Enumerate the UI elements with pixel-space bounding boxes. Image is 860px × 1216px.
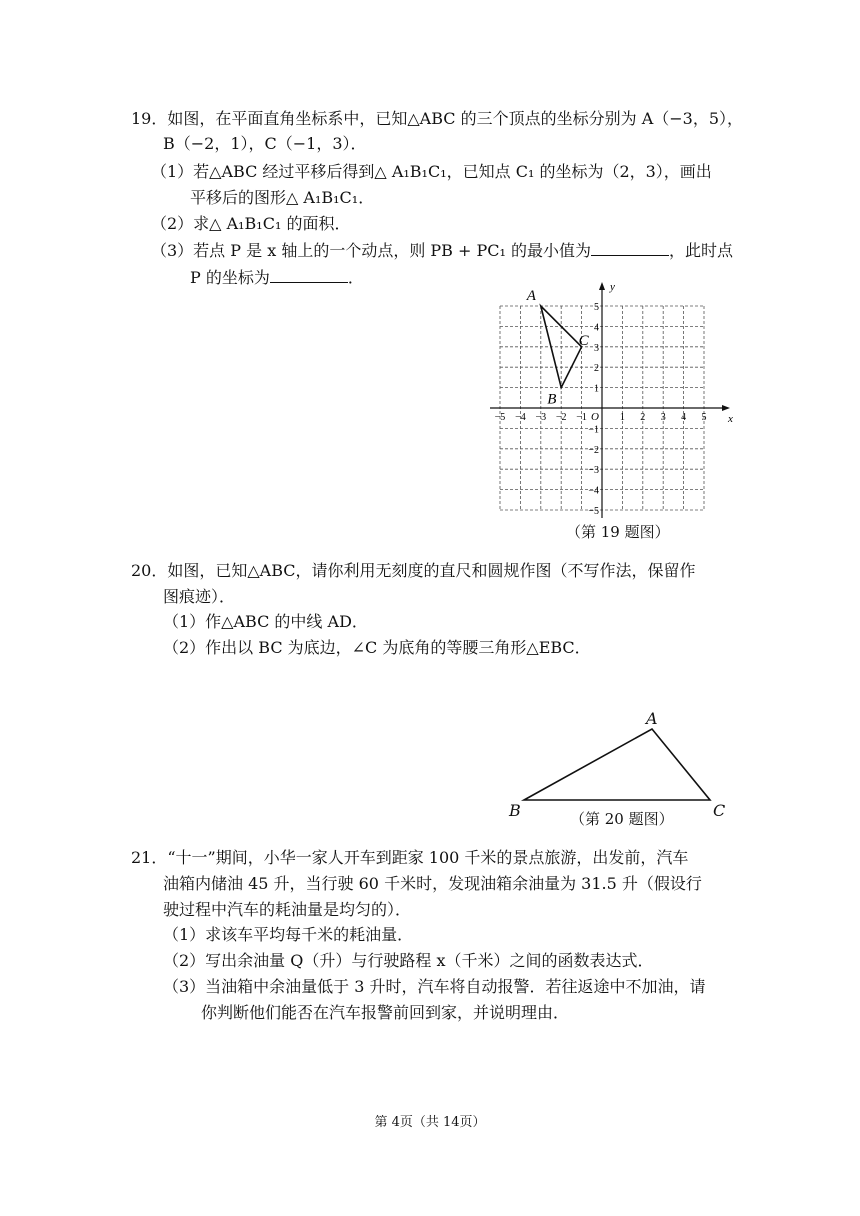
q20-part-1: （1）作△ABC 的中线 AD．: [163, 612, 368, 631]
q20-figure-caption: （第 20 题图）: [570, 810, 674, 828]
q20-line-2: 图痕迹）．: [163, 587, 236, 606]
y-tick-label: 5: [594, 302, 599, 313]
x-axis-arrow: [722, 405, 730, 411]
triangle-abc: [524, 729, 710, 800]
y-tick-label: 2: [594, 363, 599, 375]
q21-part-3-line-2: 你判断他们能否在汽车报警前回到家，并说明理由．: [201, 1003, 570, 1022]
y-axis-arrow: [599, 282, 605, 290]
q19-part-2: （2）求△ A₁B₁C₁ 的面积．: [151, 214, 351, 233]
label-a: A: [646, 709, 658, 728]
q21-part-2: （2）写出余油量 Q（升）与行驶路程 x（千米）之间的函数表达式．: [163, 951, 654, 970]
coordinate-grid-figure: [480, 275, 750, 520]
x-tick-label: −4: [515, 412, 526, 423]
x-tick-label: −1: [576, 412, 587, 423]
x-tick-label: 2: [640, 412, 646, 423]
y-tick-label: −1: [588, 424, 599, 436]
q19-figure-caption: （第 19 题图）: [566, 523, 670, 541]
y-tick-label: −2: [588, 444, 599, 456]
x-tick-label: 1: [619, 412, 625, 423]
q19-part-1-line-2: 平移后的图形△ A₁B₁C₁．: [190, 188, 375, 207]
answer-blank-min-value[interactable]: [591, 241, 669, 256]
y-axis-label: y: [610, 281, 615, 293]
x-tick-label: −5: [494, 412, 506, 423]
x-tick-label: −2: [555, 412, 567, 423]
y-tick-label: 1: [594, 383, 599, 395]
y-tick-label: 4: [594, 322, 599, 334]
point-label-b: B: [547, 391, 557, 408]
x-tick-label: −3: [535, 412, 547, 423]
y-tick-label: −3: [588, 465, 599, 477]
x-tick-label: 4: [681, 412, 687, 423]
x-tick-label: 5: [701, 412, 707, 423]
y-tick-label: −5: [588, 506, 599, 517]
q19-line-2: B（−2，1），C（−1，3）．: [163, 134, 367, 153]
q19-part-3-line-1: （3）若点 P 是 x 轴上的一个动点，则 PB + PC₁ 的最小值为 ，此时点: [151, 241, 734, 260]
q21-part-1: （1）求该车平均每千米的耗油量．: [163, 925, 414, 944]
q21-line-1: 21．“十一”期间，小华一家人开车到距家 100 千米的景点旅游，出发前，汽车: [131, 848, 689, 867]
q20-part-2: （2）作出以 BC 为底边，∠C 为底角的等腰三角形△EBC．: [163, 638, 591, 657]
label-b: B: [509, 801, 521, 820]
q19-part-3-line-2: P 的坐标为 ．: [190, 268, 364, 287]
y-tick-label: 3: [594, 342, 599, 354]
q21-line-3: 驶过程中汽车的耗油量是均匀的）．: [163, 900, 412, 919]
origin-label: O: [591, 411, 599, 423]
x-axis-label: x: [728, 413, 733, 425]
label-c: C: [713, 801, 726, 820]
q21-line-2: 油箱内储油 45 升，当行驶 60 千米时，发现油箱余油量为 31.5 升（假设行: [163, 874, 702, 893]
q19-part-1-line-1: （1）若△ABC 经过平移后得到△ A₁B₁C₁，已知点 C₁ 的坐标为（2，3），画出: [151, 162, 712, 181]
q19-line-1: 19．如图，在平面直角坐标系中，已知△ABC 的三个顶点的坐标分别为 A（−3，5），: [131, 109, 744, 128]
y-tick-label: −4: [588, 485, 599, 497]
q20-line-1: 20．如图，已知△ABC，请你利用无刻度的直尺和圆规作图（不写作法，保留作: [131, 561, 696, 580]
point-label-c: C: [578, 332, 589, 349]
page-footer: 第 4页（共 14页）: [374, 1115, 486, 1130]
point-label-a: A: [526, 288, 536, 304]
q21-part-3-line-1: （3）当油箱中余油量低于 3 升时，汽车将自动报警．若往返途中不加油，请: [163, 977, 706, 996]
x-tick-label: 3: [660, 412, 666, 423]
answer-blank-p-coordinate[interactable]: [270, 268, 348, 283]
